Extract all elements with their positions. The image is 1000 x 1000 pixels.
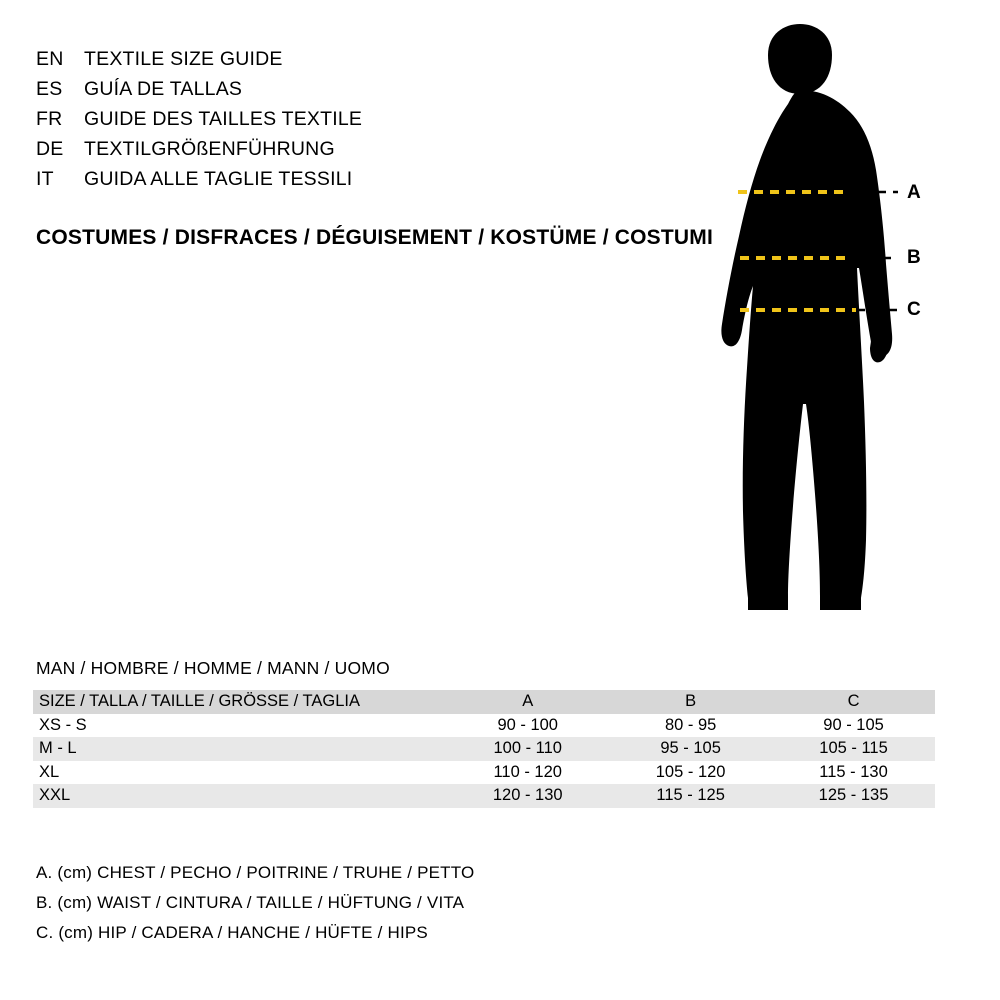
header-b: B	[609, 690, 772, 714]
language-list	[36, 48, 676, 198]
cell-b: 105 - 120	[609, 761, 772, 785]
cell-size: M - L	[33, 737, 446, 761]
table-row	[33, 761, 935, 785]
language-code-es: ES	[36, 78, 63, 100]
table-row	[33, 714, 935, 738]
language-text-it: GUIDA ALLE TAGLIE TESSILI	[84, 168, 353, 190]
cell-a: 100 - 110	[446, 737, 609, 761]
language-code-de: DE	[36, 138, 64, 160]
measurement-figure	[660, 20, 980, 630]
language-row-it	[36, 168, 676, 198]
table-head	[33, 690, 935, 714]
footnote-b: B. (cm) WAIST / CINTURA / TAILLE / HÜFTUNG / VITA	[36, 893, 465, 912]
language-code-en: EN	[36, 48, 64, 70]
footnote-list	[36, 863, 474, 953]
language-text-en: TEXTILE SIZE GUIDE	[84, 48, 283, 70]
cell-b: 95 - 105	[609, 737, 772, 761]
header-size: SIZE / TALLA / TAILLE / GRÖSSE / TAGLIA	[33, 690, 446, 714]
male-silhouette-icon	[660, 20, 980, 630]
footnote-a: A. (cm) CHEST / PECHO / POITRINE / TRUHE / PETTO	[36, 863, 475, 882]
measure-label-c: C	[907, 299, 921, 320]
cell-a: 90 - 100	[446, 714, 609, 738]
language-text-es: GUÍA DE TALLAS	[84, 78, 243, 100]
cell-c: 105 - 115	[772, 737, 935, 761]
cell-a: 120 - 130	[446, 784, 609, 808]
language-row-es	[36, 78, 676, 108]
cell-c: 115 - 130	[772, 761, 935, 785]
table-row	[33, 737, 935, 761]
language-code-fr: FR	[36, 108, 63, 130]
cell-size: XXL	[33, 784, 446, 808]
category-heading: COSTUMES / DISFRACES / DÉGUISEMENT / KOSTÜME / COSTUMI	[36, 226, 714, 249]
table-body	[33, 714, 935, 808]
footnote-c: C. (cm) HIP / CADERA / HANCHE / HÜFTE / HIPS	[36, 923, 428, 942]
measure-label-a: A	[907, 182, 921, 203]
table-row	[33, 784, 935, 808]
language-text-fr: GUIDE DES TAILLES TEXTILE	[84, 108, 363, 130]
measure-label-b: B	[907, 247, 921, 268]
header-c: C	[772, 690, 935, 714]
cell-a: 110 - 120	[446, 761, 609, 785]
cell-size: XL	[33, 761, 446, 785]
language-text-de: TEXTILGRÖßENFÜHRUNG	[84, 138, 335, 160]
cell-b: 80 - 95	[609, 714, 772, 738]
header-a: A	[446, 690, 609, 714]
cell-size: XS - S	[33, 714, 446, 738]
size-table	[33, 690, 935, 808]
language-row-fr	[36, 108, 676, 138]
language-code-it: IT	[36, 168, 54, 190]
language-row-en	[36, 48, 676, 78]
language-row-de	[36, 138, 676, 168]
table-title: MAN / HOMBRE / HOMME / MANN / UOMO	[36, 658, 390, 678]
cell-c: 90 - 105	[772, 714, 935, 738]
table-header-row	[33, 690, 935, 714]
cell-c: 125 - 135	[772, 784, 935, 808]
cell-b: 115 - 125	[609, 784, 772, 808]
